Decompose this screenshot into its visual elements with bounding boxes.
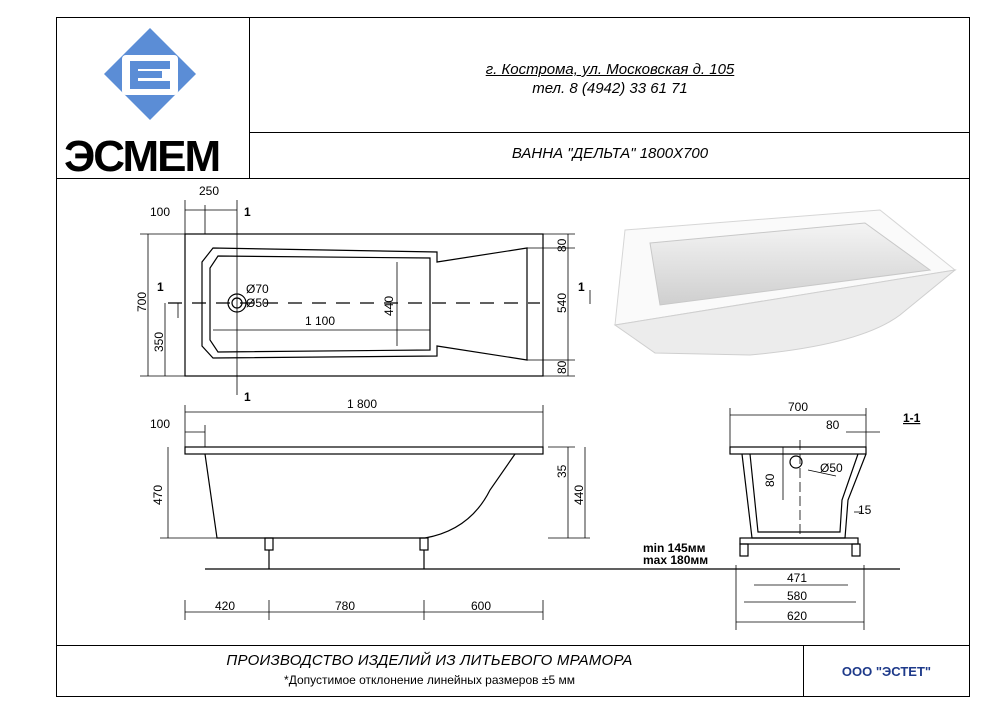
dim-420: 420 (215, 599, 236, 613)
dim-1800: 1 800 (347, 397, 378, 411)
dim-250: 250 (199, 184, 220, 198)
drawing-title: ВАННА "ДЕЛЬТА" 1800Х700 (511, 145, 709, 162)
side-view (185, 447, 900, 569)
section-label: 1-1 (903, 411, 921, 425)
dim-80-b: 80 (555, 360, 569, 374)
footer-divider (56, 645, 970, 646)
tolerance-note: *Допустимое отклонение линейных размеров ±5 мм (284, 673, 575, 687)
dim-d50: Ø50 (246, 296, 269, 310)
company-name: ООО "ЭСТЕТ" (841, 664, 932, 679)
dim-80-a: 80 (555, 238, 569, 252)
dim-620: 620 (787, 609, 808, 623)
address-block (250, 60, 970, 98)
dim-580: 580 (787, 589, 808, 603)
dim-700-top: 700 (135, 291, 149, 312)
max-height: max 180мм (643, 553, 709, 567)
dim-440-side: 440 (572, 484, 586, 505)
production-note: ПРОИЗВОДСТВО ИЗДЕЛИЙ ИЗ ЛИТЬЕВОГО МРАМОРА (226, 652, 633, 669)
logo-text: ЭСМЕМ (64, 132, 220, 181)
dim-780: 780 (335, 599, 356, 613)
dim-35: 35 (555, 464, 569, 478)
dim-600: 600 (471, 599, 492, 613)
min-height: min 145мм (643, 541, 706, 555)
dim-d50-end: Ø50 (820, 461, 843, 475)
dim-80-vert: 80 (763, 473, 777, 487)
dim-471: 471 (787, 571, 808, 585)
dim-15: 15 (858, 503, 872, 517)
esmem-logo-diamond-icon (104, 28, 196, 120)
dim-470: 470 (151, 484, 165, 505)
section-mark-1a: 1 (244, 205, 251, 219)
dim-100-side: 100 (150, 417, 171, 431)
dim-440-top: 440 (382, 295, 396, 316)
section-mark-1b: 1 (244, 390, 251, 404)
bathtub-photo (610, 205, 960, 365)
top-view (168, 216, 543, 395)
phone-line: тел. 8 (4942) 33 61 71 (532, 80, 688, 97)
address-line: г. Кострома, ул. Московская д. 105 (485, 61, 735, 78)
section-mark-1d: 1 (578, 280, 585, 294)
section-mark-1c: 1 (157, 280, 164, 294)
dim-350: 350 (152, 331, 166, 352)
dim-700-end: 700 (788, 400, 809, 414)
dim-1100: 1 100 (305, 314, 336, 328)
section-view (730, 440, 866, 556)
dim-540: 540 (555, 292, 569, 313)
dim-100-top: 100 (150, 205, 171, 219)
dim-d70: Ø70 (246, 282, 269, 296)
dim-80-end: 80 (826, 418, 840, 432)
